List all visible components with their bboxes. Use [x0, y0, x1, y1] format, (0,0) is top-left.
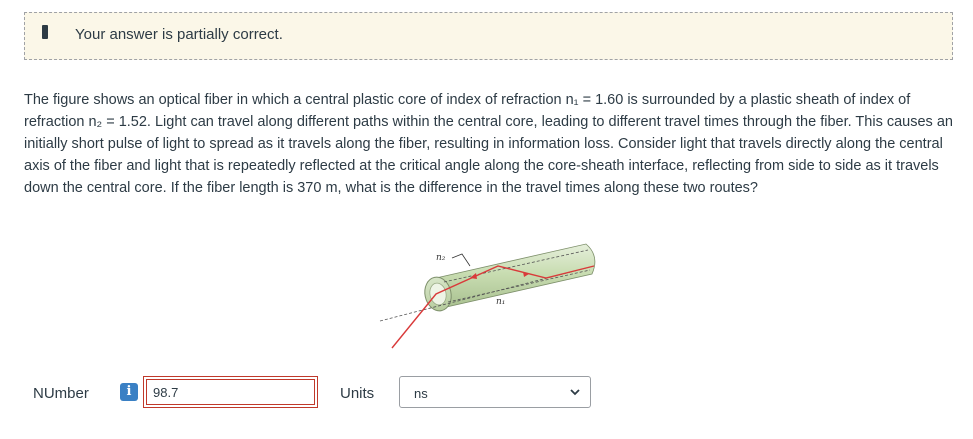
number-input[interactable] — [143, 376, 318, 408]
number-label: NUmber — [33, 385, 89, 402]
minus-icon — [42, 25, 48, 39]
info-icon[interactable]: i — [120, 383, 138, 401]
optical-fiber-figure — [378, 236, 598, 354]
optical-fiber-diagram — [378, 236, 598, 354]
units-select[interactable] — [399, 376, 591, 408]
answer-status-banner — [24, 12, 953, 60]
units-selected-value: ns — [414, 386, 428, 401]
status-text: Your answer is partially correct. — [75, 26, 283, 43]
question-text: The figure shows an optical fiber in which a central plastic core of index of refraction n₁ = 1.60 is surrounded by a plastic sheath of index of refraction n₂ = 1.52. Light can travel along different paths within the central core, leading to different travel times through the fiber. This causes an initially short pulse of light to spread as it travels along the fiber, resulting in information loss. Consider light that travels directly along the central axis of the fiber and light that is repeatedly reflected at the critical angle along the core-sheath interface, reflecting from side to side as it travels down the central core. If the fiber length is 370 m, what is the difference in the travel times along these two routes? — [24, 92, 953, 196]
answer-row — [0, 376, 973, 408]
units-label: Units — [340, 385, 375, 402]
chevron-down-icon — [569, 386, 581, 398]
n2-label: n₂ — [436, 253, 446, 263]
n1-label: n₁ — [496, 297, 506, 307]
